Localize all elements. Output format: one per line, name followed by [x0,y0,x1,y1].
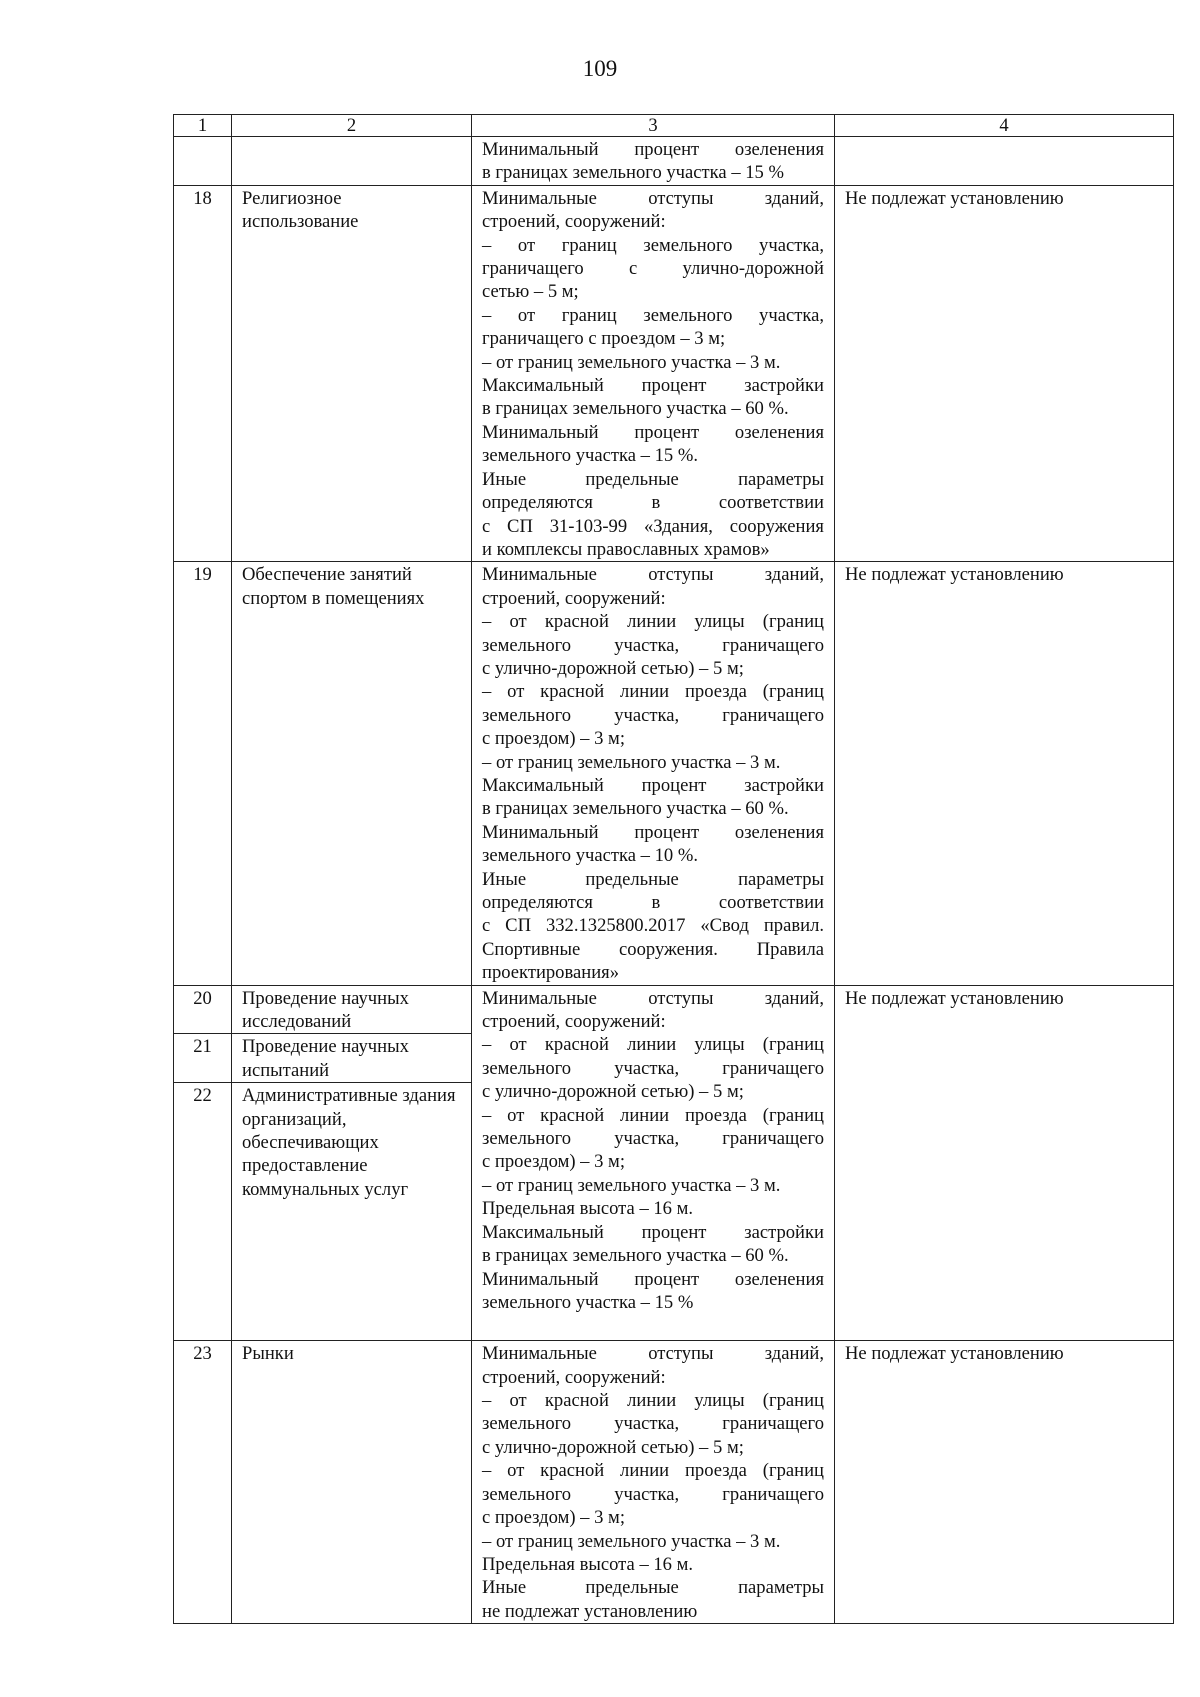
parameter-line: земельного участка, граничащего [482,1413,824,1435]
table-row-20 [174,985,1174,1034]
row-number: 23 [174,1341,232,1624]
parameters-cell [472,985,835,1341]
parameters-cell [472,137,835,186]
parameter-line: земельного участка, граничащего [482,1128,824,1150]
use-type-name: Административные здания организаций, обеспечивающих предоставление коммунальных услуг [232,1083,472,1341]
use-type-name: Обеспечение занятий спортом в помещениях [232,562,472,985]
parameter-line: и комплексы православных храмов» [482,538,770,560]
row-number: 20 [174,985,232,1034]
use-type-name: Проведение научных испытаний [232,1034,472,1083]
parameter-line: в границах земельного участка – 60 %. [482,798,789,820]
use-type-name: Рынки [232,1341,472,1624]
parameter-line: Минимальные отступы зданий, [482,987,824,1009]
parameter-line: Максимальный процент застройки [482,774,824,796]
table-row-19 [174,562,1174,985]
parameter-line: граничащего с проездом – 3 м; [482,328,726,350]
parameter-line: строений, сооружений: [482,1011,666,1033]
parameter-line: Минимальный процент озеленения [482,821,824,843]
parameter-line: в границах земельного участка – 15 % [482,162,784,184]
parameter-line: с улично-дорожной сетью) – 5 м; [482,657,744,679]
column-header-2: 2 [232,115,472,137]
table-row-18 [174,185,1174,562]
parameter-line: Минимальные отступы зданий, [482,1343,824,1365]
parameter-line: Минимальный процент озеленения [482,139,824,160]
use-type-name: Религиозное использование [232,185,472,562]
limits-cell [835,137,1174,186]
parameter-line: с проездом) – 3 м; [482,1151,625,1173]
parameter-line: Минимальный процент озеленения [482,1268,824,1290]
parameter-line: земельного участка – 15 % [482,1291,694,1313]
limits-text: Не подлежат установлению [835,985,1174,1341]
parameter-line: – от красной линии улицы (границ [482,1390,824,1412]
parameter-line: Минимальные отступы зданий, [482,187,824,209]
parameter-line: земельного участка, граничащего [482,704,824,726]
parameter-line: Иные предельные параметры [482,468,824,490]
parameter-line: – от красной линии проезда (границ [482,1104,824,1126]
page-number: 109 [582,56,618,81]
parameter-line: в границах земельного участка – 60 %. [482,398,789,420]
parameter-line: земельного участка – 15 %. [482,445,698,467]
parameter-line: – от красной линии проезда (границ [482,681,824,703]
table-row-23 [174,1341,1174,1624]
parameters-cell [472,1341,835,1624]
limits-text: Не подлежат установлению [835,185,1174,562]
parameter-line: Спортивные сооружения. Правила [482,938,824,960]
land-use-regulations-table [173,114,1174,1624]
parameter-line: Минимальные отступы зданий, [482,564,824,586]
column-header-1: 1 [174,115,232,137]
parameter-line: Предельная высота – 16 м. [482,1198,694,1220]
parameter-line: определяются в соответствии [482,492,824,514]
table-row-continuation [174,137,1174,186]
parameter-line: Максимальный процент застройки [482,1221,824,1243]
parameter-line: – от границ земельного участка, [482,234,824,256]
parameter-line: с улично-дорожной сетью) – 5 м; [482,1081,744,1103]
parameter-line: граничащего с улично-дорожной [482,258,824,280]
parameter-line: не подлежат установлению [482,1600,698,1622]
row-number: 19 [174,562,232,985]
parameter-line: с проездом) – 3 м; [482,1507,625,1529]
use-type-name: Проведение научных исследований [232,985,472,1034]
parameter-line: определяются в соответствии [482,892,824,913]
parameter-line: – от красной линии улицы (границ [482,611,824,633]
parameter-line: Иные предельные параметры [482,1577,824,1599]
parameter-line: – от красной линии улицы (границ [482,1034,824,1056]
row-number: 21 [174,1034,232,1083]
parameters-cell [472,185,835,562]
row-number-cell [174,137,232,186]
parameter-line: земельного участка, граничащего [482,634,824,656]
column-header-4: 4 [835,115,1174,137]
parameter-line: сетью – 5 м; [482,281,579,303]
table-header-row [174,115,1174,137]
parameter-line: – от красной линии проезда (границ [482,1460,824,1482]
parameter-line: строений, сооружений: [482,211,666,233]
limits-text: Не подлежат установлению [835,1341,1174,1624]
parameter-line: – от границ земельного участка – 3 м. [482,1530,781,1552]
parameters-cell [472,562,835,985]
parameter-line: – от границ земельного участка – 3 м. [482,351,781,373]
parameter-line: Максимальный процент застройки [482,375,824,397]
parameter-line: проектирования» [482,962,620,984]
parameter-line: строений, сооружений: [482,1366,666,1388]
parameter-line: Предельная высота – 16 м. [482,1553,694,1575]
parameter-line: с проездом) – 3 м; [482,728,625,750]
parameter-line: земельного участка – 10 %. [482,845,698,867]
row-number: 18 [174,185,232,562]
parameter-line: Минимальный процент озеленения [482,421,824,443]
parameter-line: – от границ земельного участка – 3 м. [482,1174,781,1196]
parameter-line: земельного участка, граничащего [482,1483,824,1505]
column-header-3: 3 [472,115,835,137]
parameter-line: – от границ земельного участка, [482,304,824,326]
parameter-line: Иные предельные параметры [482,868,824,890]
limits-text: Не подлежат установлению [835,562,1174,985]
row-number: 22 [174,1083,232,1341]
parameter-line: земельного участка, граничащего [482,1057,824,1079]
parameter-line: строений, сооружений: [482,587,666,609]
parameter-line: – от границ земельного участка – 3 м. [482,751,781,773]
parameter-line: с СП 332.1325800.2017 «Свод правил. [482,915,824,937]
parameter-line: в границах земельного участка – 60 %. [482,1245,789,1267]
use-type-cell [232,137,472,186]
parameter-line: с СП 31-103-99 «Здания, сооружения [482,515,824,537]
parameter-line: с улично-дорожной сетью) – 5 м; [482,1436,744,1458]
